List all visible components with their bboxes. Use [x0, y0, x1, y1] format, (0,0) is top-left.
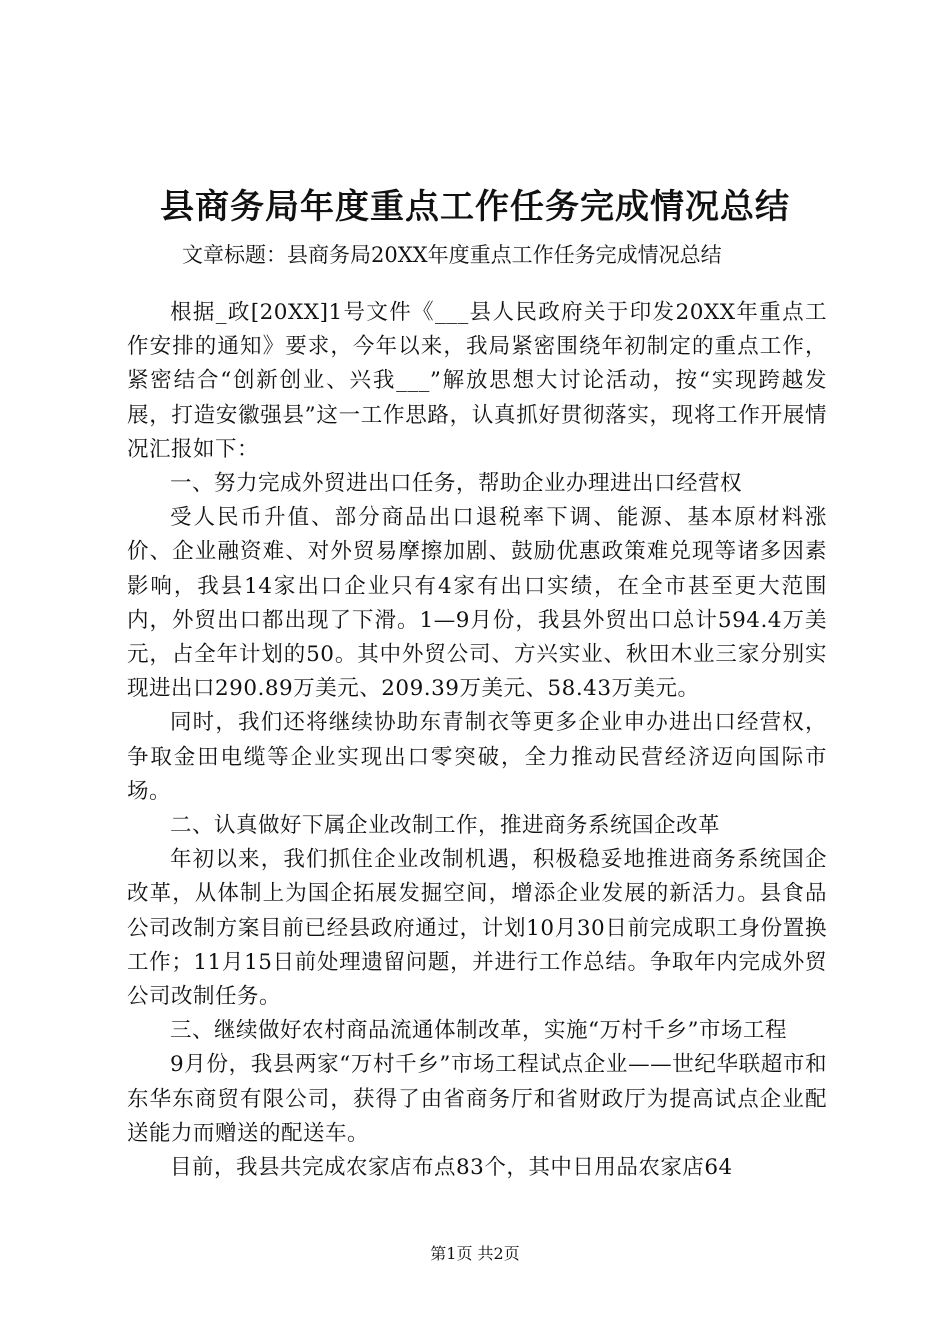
- paragraph-reform: 年初以来，我们抓住企业改制机遇，积极稳妥地推进商务系统国企改革，从体制上为国企拓展发掘空间，增添企业发展的新活力。县食品公司改制方案目前已经县政府通过，计划10月30日前完成职工身份置换工作；11月15日前处理遗留问题，并进行工作总结。争取年内完成外贸公司改制任务。: [127, 847, 827, 1010]
- paragraph-trade-plan: 同时，我们还将继续协助东青制衣等更多企业申办进出口经营权，争取金田电缆等企业实现出口零突破，全力推动民营经济迈向国际市场。: [127, 710, 827, 804]
- document-title: 县商务局年度重点工作任务完成情况总结: [160, 187, 790, 227]
- page-footer: 第1页 共2页: [430, 1244, 520, 1263]
- document-body: [127, 296, 827, 1185]
- paragraph-stores: 目前，我县共完成农家店布点83个，其中日用品农家店64: [170, 1155, 733, 1181]
- paragraph-trade: 受人民币升值、部分商品出口退税率下调、能源、基本原材料涨价、企业融资难、对外贸易摩擦加剧、鼓励优惠政策难兑现等诸多因素影响，我县14家出口企业只有4家有出口实绩，在全市甚至更大范围内，外贸出口都出现了下滑。1—9月份，我县外贸出口总计594.4万美元，占全年计划的50。其中外贸公司、方兴实业、秋田木业三家分别实现进出口290.89万美元、209.39万美元、58.43万美元。: [127, 505, 827, 702]
- section-heading-3: 三、继续做好农村商品流通体制改革，实施“万村千乡”市场工程: [170, 1018, 787, 1044]
- section-heading-1: 一、努力完成外贸进出口任务，帮助企业办理进出口经营权: [170, 471, 743, 497]
- section-heading-2: 二、认真做好下属企业改制工作，推进商务系统国企改革: [170, 813, 721, 839]
- paragraph-intro: 根据_政[20XX]1号文件《___县人民政府关于印发20XX年重点工作安排的通知》要求，今年以来，我局紧密围绕年初制定的重点工作，紧密结合“创新创业、兴我___”解放思想大讨论活动，按“实现跨越发展，打造安徽强县”这一工作思路，认真抓好贯彻落实，现将工作开展情况汇报如下：: [127, 300, 827, 462]
- document-subtitle: 文章标题：县商务局20XX年度重点工作任务完成情况总结: [182, 243, 722, 267]
- paragraph-market-project: 9月份，我县两家“万村千乡”市场工程试点企业——世纪华联超市和东华东商贸有限公司，获得了由省商务厅和省财政厅为提高试点企业配送能力而赠送的配送车。: [127, 1052, 827, 1146]
